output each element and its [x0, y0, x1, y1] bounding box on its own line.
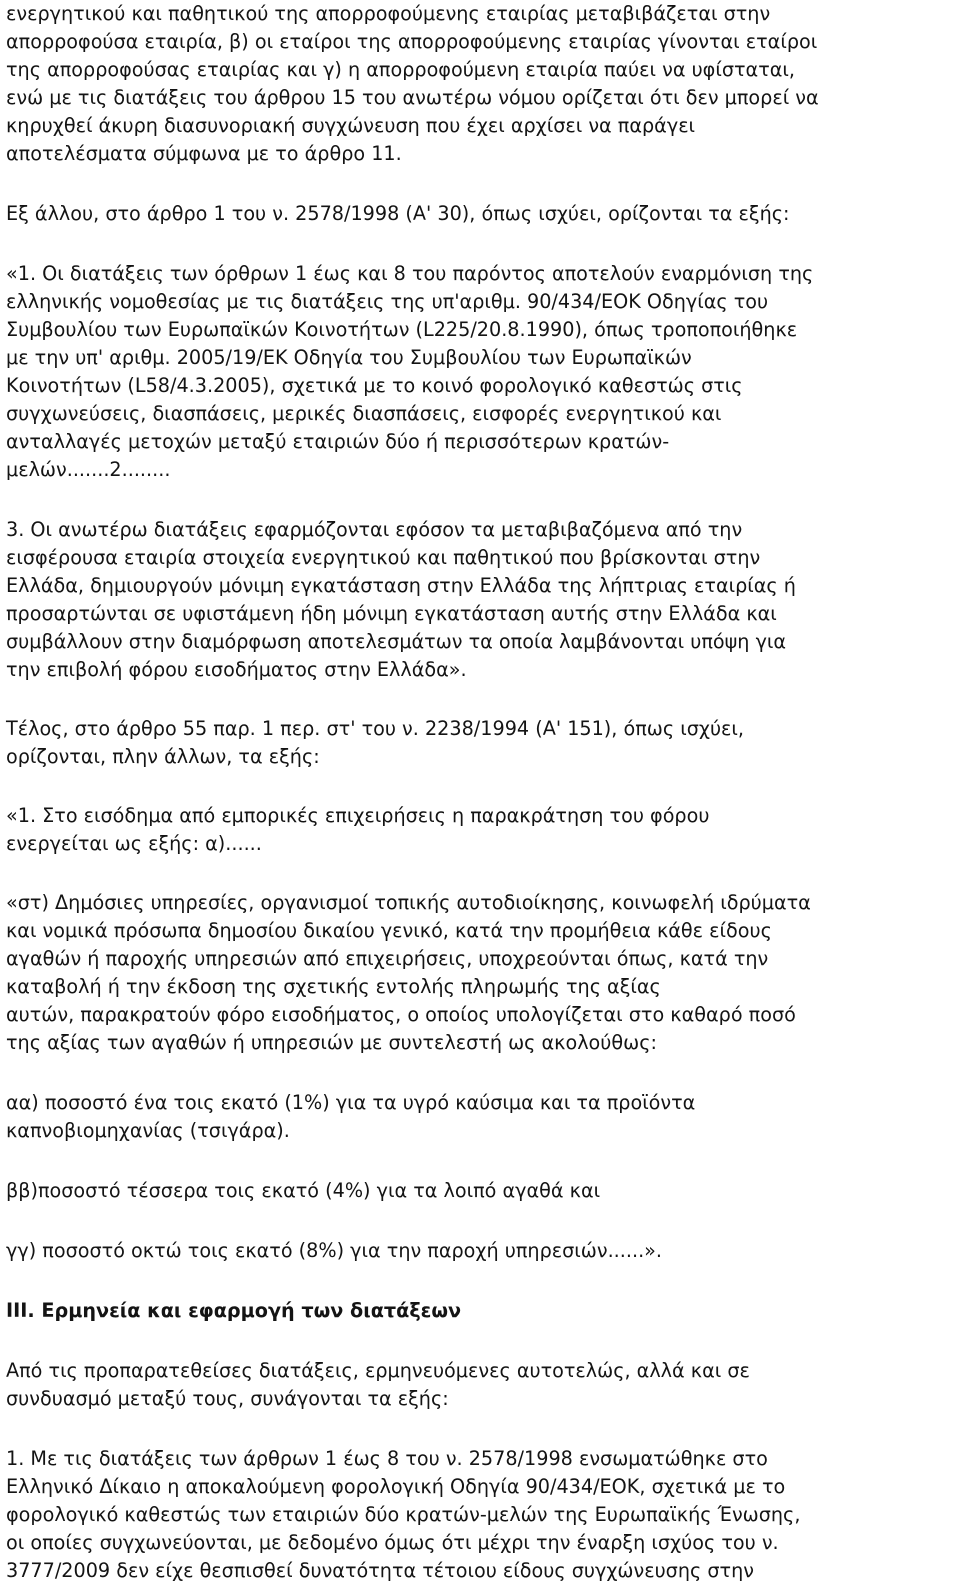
text-line: συμβάλλουν στην διαμόρφωση αποτελεσμάτων τα οποία λαμβάνονται υπόψη για	[6, 630, 787, 653]
text-line: ενεργείται ως εξής: α)......	[6, 832, 262, 855]
text-line: αποτελέσματα σύμφωνα με το άρθρο 11.	[6, 142, 402, 165]
text-line: «1. Στο εισόδημα από εμπορικές επιχειρήσεις η παρακράτηση του φόρου	[6, 804, 710, 827]
text-line: Από τις προπαρατεθείσες διατάξεις, ερμηνευόμενες αυτοτελώς, αλλά και σε	[6, 1359, 750, 1382]
text-line: Ελληνικό Δίκαιο η αποκαλούμενη φορολογική Οδηγία 90/434/ΕΟΚ, σχετικά με το	[6, 1475, 786, 1498]
text-line: αα) ποσοστό ένα τοις εκατό (1%) για τα υγρό καύσιμα και τα προϊόντα	[6, 1091, 696, 1114]
text-line: με την υπ' αριθμ. 2005/19/ΕΚ Οδηγία του Συμβουλίου των Ευρωπαϊκών	[6, 346, 692, 369]
document-page	[6, 0, 954, 1585]
text-line: Εξ άλλου, στο άρθρο 1 του ν. 2578/1998 (Α' 30), όπως ισχύει, ορίζονται τα εξής:	[6, 202, 790, 225]
text-line: ανταλλαγές μετοχών μεταξύ εταιριών δύο ή περισσότερων κρατών-	[6, 430, 670, 453]
text-line: συγχωνεύσεις, διασπάσεις, μερικές διασπάσεις, εισφορές ενεργητικού και	[6, 402, 722, 425]
text-line: γγ) ποσοστό οκτώ τοις εκατό (8%) για την παροχή υπηρεσιών......».	[6, 1239, 663, 1262]
paragraph-public-services	[6, 889, 954, 1057]
paragraph-article-1-quote	[6, 260, 954, 484]
text-line: ελληνικής νομοθεσίας με τις διατάξεις της υπ'αριθμ. 90/434/ΕΟΚ Οδηγίας του	[6, 290, 769, 313]
text-line: φορολογικό καθεστώς των εταιριών δύο κρατών-μελών της Ευρωπαϊκής Ένωσης,	[6, 1503, 801, 1526]
paragraph-interpretation-intro	[6, 1357, 954, 1413]
text-line: Συμβουλίου των Ευρωπαϊκών Κοινοτήτων (L225/20.8.1990), όπως τροποποιήθηκε	[6, 318, 798, 341]
text-line: συνδυασμό μεταξύ τους, συνάγονται τα εξής:	[6, 1387, 449, 1410]
text-line: καπνοβιομηχανίας (τσιγάρα).	[6, 1119, 290, 1142]
text-line: της απορροφούσας εταιρίας και γ) η απορροφούμενη εταιρία παύει να υφίσταται,	[6, 58, 795, 81]
text-line: την επιβολή φόρου εισοδήματος στην Ελλάδα».	[6, 658, 467, 681]
text-line: ενεργητικού και παθητικού της απορροφούμενης εταιρίας μεταβιβάζεται στην	[6, 2, 771, 25]
paragraph-law-2238-intro	[6, 715, 954, 771]
text-line: «στ) Δημόσιες υπηρεσίες, οργανισμοί τοπικής αυτοδιοίκησης, κοινωφελή ιδρύματα	[6, 891, 811, 914]
paragraph-withholding-intro	[6, 802, 954, 858]
paragraph-rate-4-percent	[6, 1177, 954, 1205]
paragraph-rate-8-percent	[6, 1237, 954, 1265]
text-line: αυτών, παρακρατούν φόρο εισοδήματος, ο οποίος υπολογίζεται στο καθαρό ποσό	[6, 1003, 796, 1026]
text-line: ενώ με τις διατάξεις του άρθρου 15 του ανωτέρω νόμου ορίζεται ότι δεν μπορεί να	[6, 86, 819, 109]
paragraph-law-2578-intro	[6, 200, 954, 228]
text-line: και νομικά πρόσωπα δημοσίου δικαίου γενικό, κατά την προμήθεια κάθε είδους	[6, 919, 772, 942]
text-line: ββ)ποσοστό τέσσερα τοις εκατό (4%) για τα λοιπό αγαθά και	[6, 1179, 601, 1202]
text-line: μελών.......2........	[6, 458, 171, 481]
text-line: αγαθών ή παροχής υπηρεσιών από επιχειρήσεις, υποχρεούνται όπως, κατά την	[6, 947, 769, 970]
text-line: της αξίας των αγαθών ή υπηρεσιών με συντελεστή ως ακολούθως:	[6, 1031, 657, 1054]
text-line: 3777/2009 δεν είχε θεσπισθεί δυνατότητα τέτοιου είδους συγχώνευσης στην	[6, 1559, 754, 1582]
text-line: Τέλος, στο άρθρο 55 παρ. 1 περ. στ' του ν. 2238/1994 (Α' 151), όπως ισχύει,	[6, 717, 745, 740]
text-line: «1. Οι διατάξεις των όρθρων 1 έως και 8 του παρόντος αποτελούν εναρμόνιση της	[6, 262, 814, 285]
text-line: Ελλάδα, δημιουργούν μόνιμη εγκατάσταση στην Ελλάδα της λήπτριας εταιρίας ή	[6, 574, 796, 597]
paragraph-rate-1-percent	[6, 1089, 954, 1145]
paragraph-article-3-quote	[6, 516, 954, 684]
heading-text: ΙΙΙ. Ερμηνεία και εφαρμογή των διατάξεων	[6, 1299, 462, 1322]
text-line: κηρυχθεί άκυρη διασυνοριακή συγχώνευση που έχει αρχίσει να παράγει	[6, 114, 696, 137]
text-line: 3. Οι ανωτέρω διατάξεις εφαρμόζονται εφόσον τα μεταβιβαζόμενα από την	[6, 518, 743, 541]
text-line: προσαρτώνται σε υφιστάμενη ήδη μόνιμη εγκατάσταση αυτής στην Ελλάδα και	[6, 602, 777, 625]
section-heading	[6, 1297, 954, 1325]
paragraph-merger-effects	[6, 0, 954, 168]
text-line: καταβολή ή την έκδοση της σχετικής εντολής πληρωμής της αξίας	[6, 975, 661, 998]
text-line: 1. Με τις διατάξεις των άρθρων 1 έως 8 του ν. 2578/1998 ενσωματώθηκε στο	[6, 1447, 768, 1470]
text-line: ορίζονται, πλην άλλων, τα εξής:	[6, 745, 320, 768]
text-line: απορροφούσα εταιρία, β) οι εταίροι της απορροφούμενης εταιρίας γίνονται εταίροι	[6, 30, 818, 53]
text-line: οι οποίες συγχωνεύονται, με δεδομένο όμως ότι μέχρι την έναρξη ισχύος του ν.	[6, 1531, 779, 1554]
text-line: εισφέρουσα εταιρία στοιχεία ενεργητικού και παθητικού που βρίσκονται στην	[6, 546, 761, 569]
paragraph-point-1	[6, 1445, 954, 1585]
text-line: Κοινοτήτων (L58/4.3.2005), σχετικά με το κοινό φορολογικό καθεστώς στις	[6, 374, 743, 397]
